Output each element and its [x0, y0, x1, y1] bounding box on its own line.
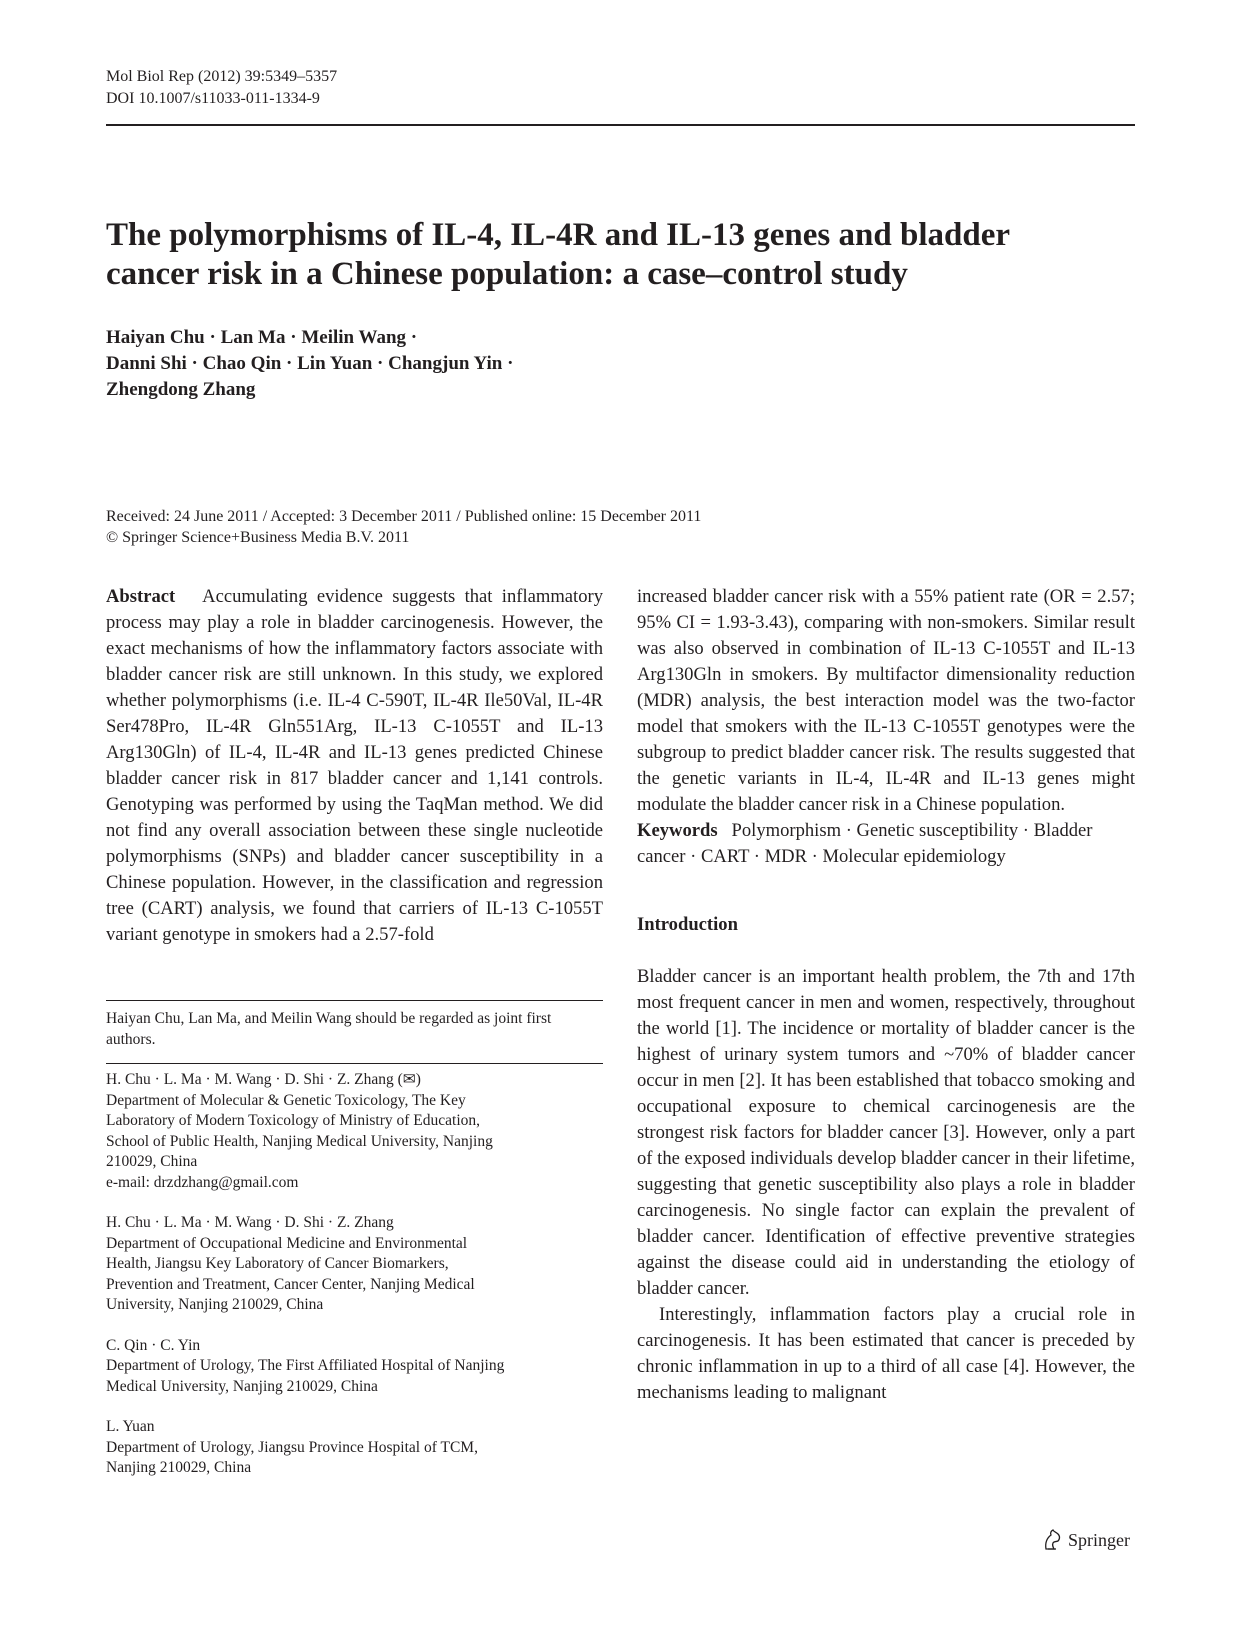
- affiliation-line: 210029, China: [106, 1153, 198, 1170]
- keywords: [637, 818, 1135, 870]
- authors-line-2: Danni Shi · Chao Qin · Lin Yuan · Changjun Yin ·: [106, 353, 514, 374]
- affiliation-line: Prevention and Treatment, Cancer Center, Nanjing Medical: [106, 1275, 475, 1293]
- affiliation-rule: [106, 1063, 603, 1064]
- affiliation-line: School of Public Health, Nanjing Medical University, Nanjing: [106, 1132, 493, 1150]
- introduction-heading: Introduction: [637, 914, 738, 935]
- springer-wordmark: Springer: [1068, 1530, 1130, 1550]
- affiliation-line: Department of Molecular & Genetic Toxicology, The Key: [106, 1091, 466, 1109]
- affiliation-line: Nanjing 210029, China: [106, 1459, 252, 1476]
- affiliation-block: [106, 1070, 603, 1193]
- affiliation-names: C. Qin · C. Yin: [106, 1336, 201, 1354]
- abstract-text-right: increased bladder cancer risk with a 55% patient rate (OR = 2.57; 95% CI = 1.93-3.43), comparing with non-smokers. Similar result was also observed in combination of IL-13 C-1055T and IL-13 Arg130Gln in smokers. By multifactor dimensionality reduction (MDR) analysis, the best interaction model was the two-factor model that smokers with the IL-13 C-1055T genotypes were the subgroup to predict bladder cancer risk. The results suggested that the genetic variants in IL-4, IL-4R and IL-13 genes might modulate the bladder cancer risk in a Chinese population.: [637, 586, 1135, 815]
- affiliation-line: Health, Jiangsu Key Laboratory of Cancer Biomarkers,: [106, 1255, 449, 1272]
- running-header: [106, 66, 337, 110]
- abstract-paragraph: [106, 584, 603, 948]
- paper-title: [106, 216, 1135, 294]
- affiliation-block: [106, 1417, 603, 1479]
- doi: DOI 10.1007/s11033-011-1334-9: [106, 90, 320, 107]
- springer-logo: [1042, 1528, 1130, 1552]
- header-rule: [106, 124, 1135, 126]
- abstract-left-column: [106, 584, 603, 948]
- affiliation-block: [106, 1213, 603, 1316]
- title-line-1: The polymorphisms of IL-4, IL-4R and IL-13 genes and bladder: [106, 217, 1010, 253]
- publication-dates: [106, 506, 701, 548]
- abstract-label: Abstract: [106, 586, 176, 607]
- affiliation-line: Department of Occupational Medicine and Environmental: [106, 1234, 468, 1252]
- email-address[interactable]: e-mail: drzdzhang@gmail.com: [106, 1173, 299, 1191]
- affiliation-line: University, Nanjing 210029, China: [106, 1296, 324, 1313]
- affiliation-names: H. Chu · L. Ma · M. Wang · D. Shi · Z. Zhang: [106, 1214, 394, 1231]
- affiliation-block: [106, 1336, 603, 1398]
- affiliation-line: Department of Urology, Jiangsu Province Hospital of TCM,: [106, 1438, 478, 1456]
- introduction-paragraph-2: Interestingly, inflammation factors play a crucial role in carcinogenesis. It has been estimated that cancer is preceded by chronic inflammation in up to a third of all case [4]. However, the mechanisms leading to malignant: [637, 1304, 1135, 1403]
- title-line-2: cancer risk in a Chinese population: a case–control study: [106, 256, 908, 292]
- affiliation-names: L. Yuan: [106, 1418, 155, 1435]
- affiliation-names: H. Chu · L. Ma · M. Wang · D. Shi · Z. Zhang (✉): [106, 1071, 421, 1088]
- journal-citation: Mol Biol Rep (2012) 39:5349–5357: [106, 68, 338, 85]
- keywords-text: Polymorphism · Genetic susceptibility · Bladder cancer · CART · MDR · Molecular epidemiology: [637, 820, 1093, 867]
- keywords-label: Keywords: [637, 820, 718, 841]
- received-dates: Received: 24 June 2011 / Accepted: 3 December 2011 / Published online: 15 December 2011: [106, 508, 702, 525]
- affiliation-line: Department of Urology, The First Affiliated Hospital of Nanjing: [106, 1357, 505, 1374]
- affiliation-line: Medical University, Nanjing 210029, China: [106, 1377, 378, 1395]
- author-list: [106, 325, 806, 403]
- abstract-text-left: Accumulating evidence suggests that inflammatory process may play a role in bladder carcinogenesis. However, the exact mechanisms of how the inflammatory factors associate with bladder cancer risk are still unknown. In this study, we explored whether polymorphisms (i.e. IL-4 C-590T, IL-4R Ile50Val, IL-4R Ser478Pro, IL-4R Gln551Arg, IL-13 C-1055T and IL-13 Arg130Gln) of IL-4, IL-4R and IL-13 genes predicted Chinese bladder cancer risk in 817 bladder cancer and 1,141 controls. Genotyping was performed by using the TaqMan method. We did not find any overall association between these single nucleotide polymorphisms (SNPs) and bladder cancer susceptibility in a Chinese population. However, in the classification and regression tree (CART) analysis, we found that carriers of IL-13 C-1055T variant genotype in smokers had a 2.57-fold: [106, 586, 603, 945]
- authors-line-1: Haiyan Chu · Lan Ma · Meilin Wang ·: [106, 327, 418, 348]
- springer-horse-icon: [1042, 1529, 1062, 1551]
- copyright: © Springer Science+Business Media B.V. 2011: [106, 529, 410, 546]
- introduction-paragraph-1: Bladder cancer is an important health problem, the 7th and 17th most frequent cancer in men and women, respectively, throughout the world [1]. The incidence or mortality of bladder cancer is the highest of urinary system tumors and ~70% of bladder cancer occur in men [2]. It has been established that tobacco smoking and occupational exposure to chemical carcinogenesis are the strongest risk factors for bladder cancer [3]. However, only a part of the exposed individuals develop bladder cancer in their lifetime, suggesting that genetic susceptibility also plays a role in bladder carcinogenesis. No single factor can explain the prevalent of bladder cancer. Identification of effective preventive strategies against the disease could aid in understanding the etiology of bladder cancer.: [637, 966, 1135, 1299]
- footnote-rule: [106, 1000, 603, 1001]
- affiliation-line: Laboratory of Modern Toxicology of Ministry of Education,: [106, 1112, 480, 1129]
- right-column: [637, 584, 1135, 1406]
- joint-author-footnote: Haiyan Chu, Lan Ma, and Meilin Wang should be regarded as joint first authors.: [106, 1010, 552, 1048]
- affiliations: [106, 1070, 603, 1499]
- authors-line-3: Zhengdong Zhang: [106, 379, 256, 400]
